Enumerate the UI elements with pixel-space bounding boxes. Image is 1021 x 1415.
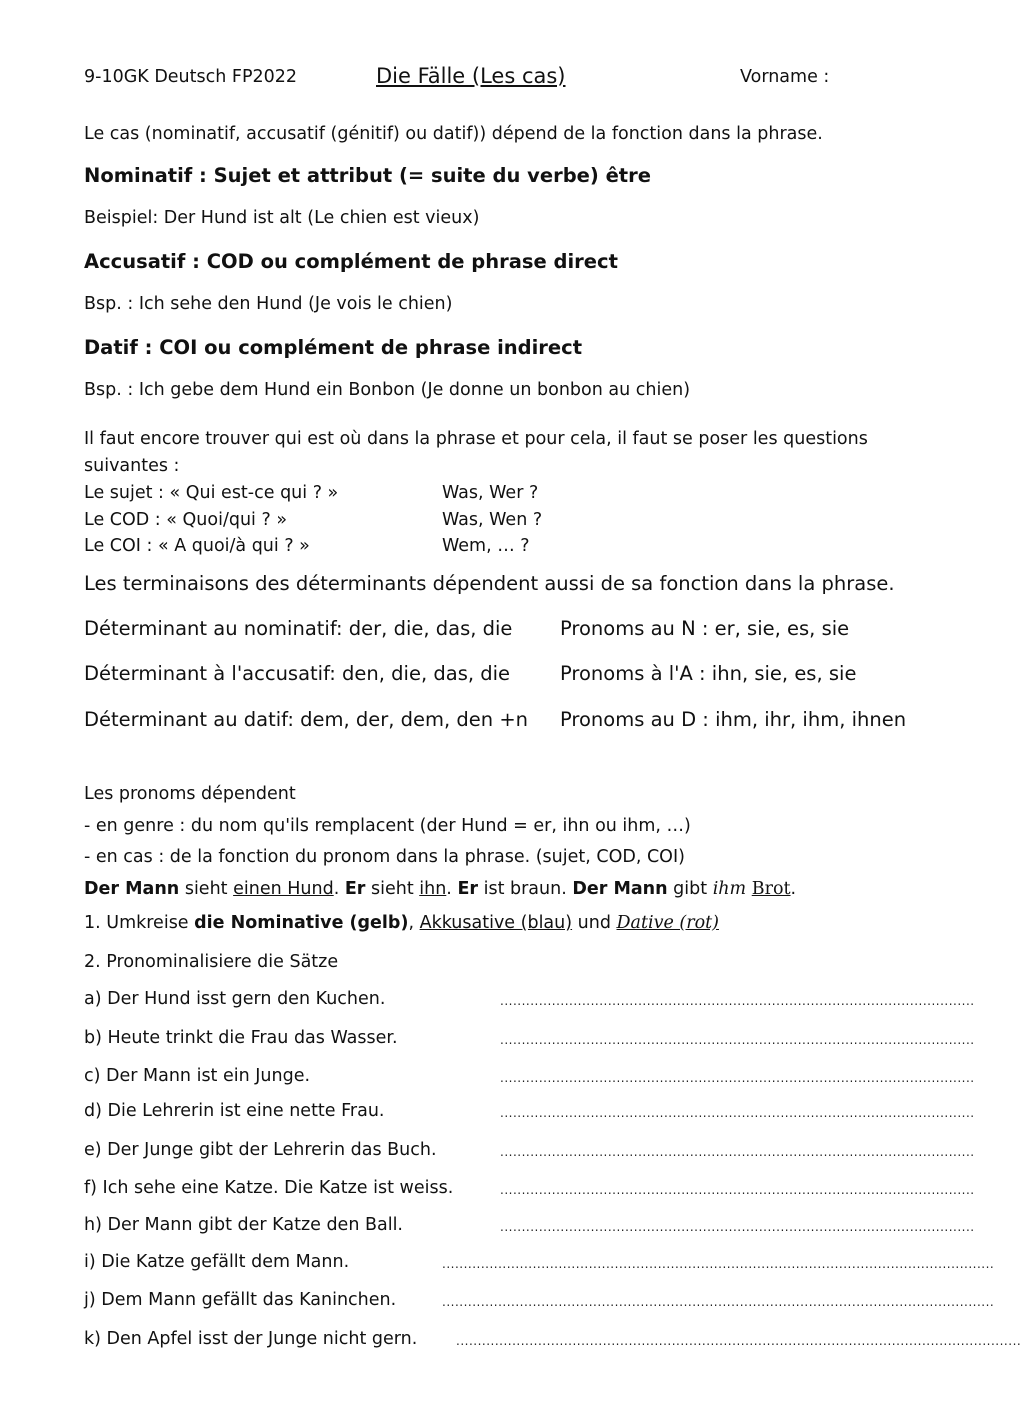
example-subject-4: Der Mann: [572, 879, 668, 899]
exercise-h-answer-line[interactable]: ..............................................................................................................: [500, 1220, 975, 1234]
exercise-e-text: e) Der Junge gibt der Lehrerin das Buch.: [84, 1140, 437, 1160]
course-label: 9-10GK Deutsch FP2022: [84, 67, 298, 87]
exercise-f-answer-line[interactable]: ..............................................................................................................: [500, 1183, 975, 1197]
case-heading-accusatif: Accusatif : COD ou complément de phrase direct: [84, 250, 618, 273]
case-heading-datif: Datif : COI ou complément de phrase indirect: [84, 336, 583, 359]
intro-text: Le cas (nominatif, accusatif (génitif) ou datif)) dépend de la fonction dans la phrase.: [84, 124, 823, 144]
vorname-label: Vorname :: [740, 67, 830, 87]
pronoms-datif: Pronoms au D : ihm, ihr, ihm, ihnen: [560, 708, 907, 731]
case-example-nominatif: Beispiel: Der Hund ist alt (Le chien est vieux): [84, 208, 480, 228]
exercise-h-text: h) Der Mann gibt der Katze den Ball.: [84, 1215, 403, 1235]
example-sentence: Der Mann sieht einen Hund. Er sieht ihn. Er ist braun. Der Mann gibt ihm Brot.: [84, 879, 797, 899]
question-de-sujet: Was, Wer ?: [442, 483, 539, 503]
exercise-a-answer-line[interactable]: ..............................................................................................................: [500, 994, 975, 1008]
exercise-d-answer-line[interactable]: ..............................................................................................................: [500, 1106, 975, 1120]
pronoms-line3: - en cas : de la fonction du pronom dans la phrase. (sujet, COD, COI): [84, 847, 685, 867]
exercise-b-answer-line[interactable]: ..............................................................................................................: [500, 1033, 975, 1047]
questions-intro-line2: suivantes :: [84, 456, 180, 476]
question-de-coi: Wem, … ?: [442, 536, 530, 556]
exercise-d-text: d) Die Lehrerin ist eine nette Frau.: [84, 1101, 385, 1121]
example-accusative-2: ihn: [419, 879, 447, 899]
determinant-accusatif: Déterminant à l'accusatif: den, die, das, die: [84, 662, 511, 685]
exercise-i-answer-line[interactable]: ................................................................................................................................: [442, 1257, 995, 1271]
question-de-cod: Was, Wen ?: [442, 510, 543, 530]
example-accusative-1: einen Hund: [233, 879, 334, 899]
exercise-k-text: k) Den Apfel isst der Junge nicht gern.: [84, 1329, 418, 1349]
question-fr-coi: Le COI : « A quoi/à qui ? »: [84, 536, 310, 556]
task1-instruction: 1. Umkreise die Nominative (gelb), Akkusative (blau) und Dative (rot): [84, 913, 719, 933]
pronoms-line1: Les pronoms dépendent: [84, 784, 296, 804]
exercise-c-text: c) Der Mann ist ein Junge.: [84, 1066, 311, 1086]
determinant-datif: Déterminant au datif: dem, der, dem, den +n: [84, 708, 529, 731]
pronoms-nominatif: Pronoms au N : er, sie, es, sie: [560, 617, 850, 640]
task1-dative: Dative (rot): [616, 913, 719, 933]
exercise-f-text: f) Ich sehe eine Katze. Die Katze ist weiss.: [84, 1178, 454, 1198]
task1-nominative: die Nominative (gelb): [194, 913, 409, 933]
example-subject-1: Der Mann: [84, 879, 180, 899]
questions-intro-line1: Il faut encore trouver qui est où dans la phrase et pour cela, il faut se poser les questions: [84, 429, 868, 449]
exercise-i-text: i) Die Katze gefällt dem Mann.: [84, 1252, 350, 1272]
case-heading-nominatif: Nominatif : Sujet et attribut (= suite du verbe) être: [84, 164, 651, 187]
question-fr-sujet: Le sujet : « Qui est-ce qui ? »: [84, 483, 339, 503]
determinant-nominatif: Déterminant au nominatif: der, die, das, die: [84, 617, 513, 640]
exercise-b-text: b) Heute trinkt die Frau das Wasser.: [84, 1028, 398, 1048]
exercise-k-answer-line[interactable]: ...................................................................................................................................: [456, 1334, 1021, 1348]
exercise-e-answer-line[interactable]: ..............................................................................................................: [500, 1145, 975, 1159]
exercise-a-text: a) Der Hund isst gern den Kuchen.: [84, 989, 386, 1009]
question-fr-cod: Le COD : « Quoi/qui ? »: [84, 510, 288, 530]
exercise-c-answer-line[interactable]: ..............................................................................................................: [500, 1071, 975, 1085]
example-dative: ihm: [712, 879, 747, 899]
example-subject-2: Er: [344, 879, 366, 899]
exercise-j-answer-line[interactable]: ................................................................................................................................: [442, 1295, 995, 1309]
example-accusative-3: Brot: [751, 879, 791, 899]
page-title: Die Fälle (Les cas): [376, 64, 566, 88]
example-subject-3: Er: [457, 879, 479, 899]
task1-accusative: Akkusative (blau): [419, 913, 573, 933]
task2-title: 2. Pronominalisiere die Sätze: [84, 952, 339, 972]
terminaisons-intro: Les terminaisons des déterminants dépendent aussi de sa fonction dans la phrase.: [84, 572, 895, 595]
exercise-j-text: j) Dem Mann gefällt das Kaninchen.: [84, 1290, 397, 1310]
pronoms-accusatif: Pronoms à l'A : ihn, sie, es, sie: [560, 662, 857, 685]
case-example-accusatif: Bsp. : Ich sehe den Hund (Je vois le chien): [84, 294, 453, 314]
pronoms-line2: - en genre : du nom qu'ils remplacent (der Hund = er, ihn ou ihm, …): [84, 816, 691, 836]
case-example-datif: Bsp. : Ich gebe dem Hund ein Bonbon (Je donne un bonbon au chien): [84, 380, 691, 400]
